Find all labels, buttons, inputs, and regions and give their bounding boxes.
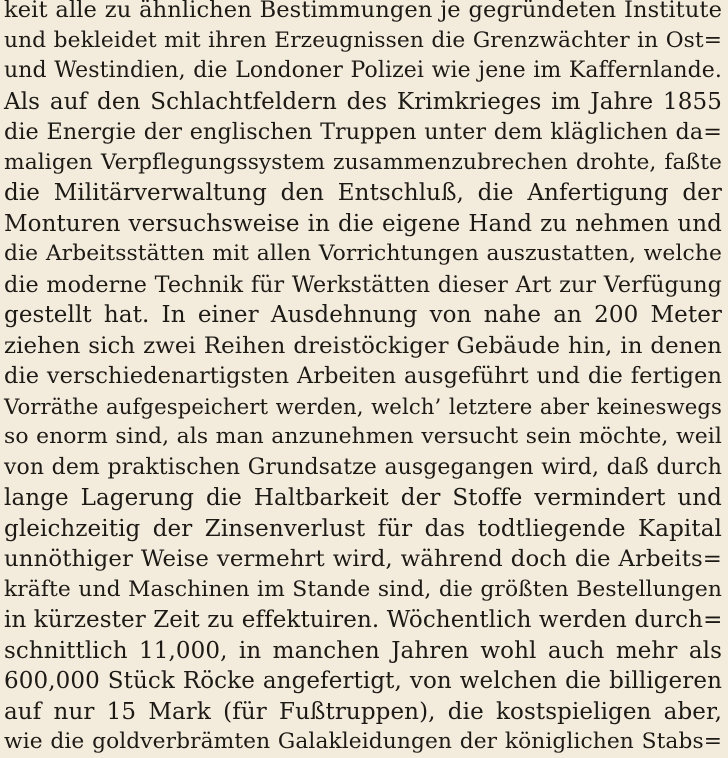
text-line: so enorm sind, als man anzunehmen versucht sein möchte, weil [4, 424, 722, 449]
body-text [4, 0, 722, 758]
text-line: auf nur 15 Mark (für Fußtruppen), die kostspieligen aber, [4, 698, 722, 725]
text-line: Vorräthe aufgespeichert werden, welch’ letztere aber keineswegs [4, 393, 722, 419]
text-line: schnittlich 11,000, in manchen Jahren wohl auch mehr als [4, 637, 722, 664]
text-line: die Arbeitsstätten mit allen Vorrichtungen auszustatten, welche [4, 241, 722, 266]
text-line: Monturen versuchsweise in die eigene Hand zu nehmen und [4, 210, 722, 237]
text-line: gestellt hat. In einer Ausdehnung von nahe an 200 Meter [4, 302, 722, 328]
text-line: in kürzester Zeit zu effektuiren. Wöchentlich werden durch= [4, 607, 723, 633]
text-line: die Energie der englischen Truppen unter dem kläglichen da= [4, 119, 722, 145]
text-line: lange Lagerung die Haltbarkeit der Stoffe vermindert und [4, 485, 722, 511]
text-line: 600,000 Stück Röcke angefertigt, von welchen die billigeren [4, 668, 722, 694]
text-line: von dem praktischen Grundsatze ausgegangen wird, daß durch [4, 454, 722, 480]
text-line: keit alle zu ähnlichen Bestimmungen je gegründeten Institute [4, 0, 722, 23]
text-line: unnöthiger Weise vermehrt wird, während doch die Arbeits= [4, 546, 722, 572]
text-line: die verschiedenartigsten Arbeiten ausgeführt und die fertigen [4, 363, 722, 389]
text-line: wie die goldverbrämten Galakleidungen der königlichen Stabs= [4, 729, 722, 754]
text-line: die Militärverwaltung den Entschluß, die Anfertigung der [4, 180, 722, 206]
text-line: die moderne Technik für Werkstätten dieser Art zur Verfügung [4, 271, 722, 298]
text-line: maligen Verpflegungssystem zusammenzubrechen drohte, faßte [4, 149, 722, 175]
text-line: und bekleidet mit ihren Erzeugnissen die Grenzwächter in Ost= [4, 27, 722, 53]
text-line: gleichzeitig der Zinsenverlust für das todtliegende Kapital [4, 515, 722, 542]
text-line: ziehen sich zwei Reihen dreistöckiger Gebäude hin, in denen [4, 332, 722, 359]
text-line: Als auf den Schlachtfeldern des Krimkrieges im Jahre 1855 [4, 88, 722, 115]
text-line: kräfte und Maschinen im Stande sind, die größten Bestellungen [4, 576, 722, 602]
text-line: und Westindien, die Londoner Polizei wie jene im Kaffernlande. [4, 58, 722, 83]
